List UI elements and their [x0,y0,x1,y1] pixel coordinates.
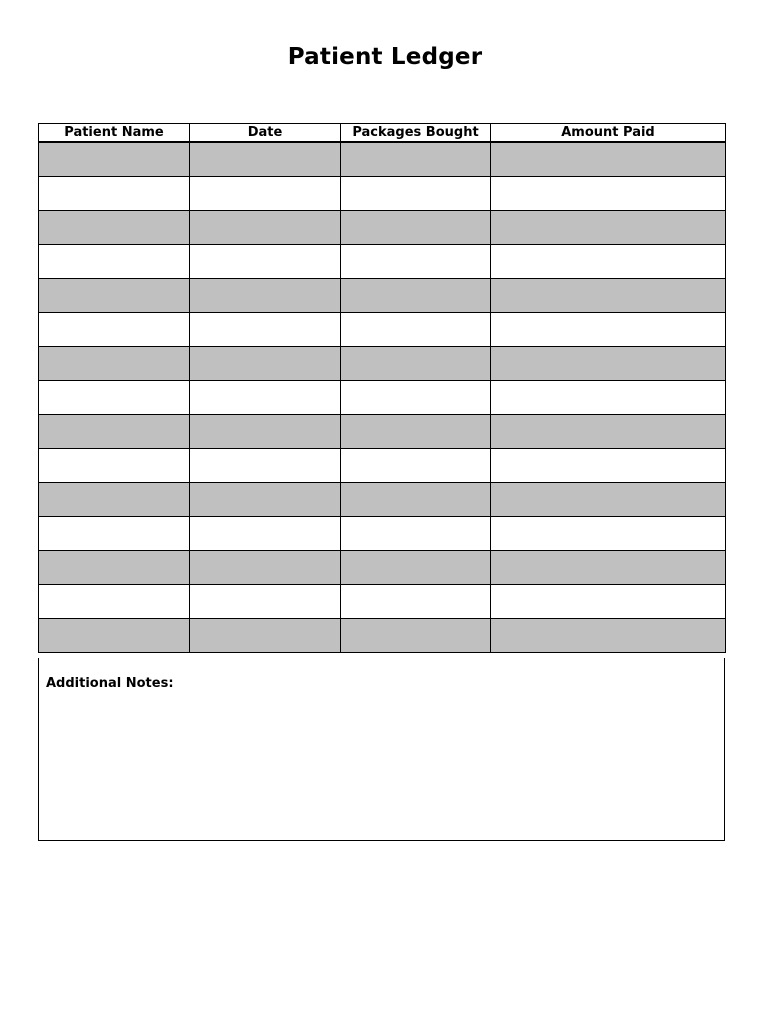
cell-date[interactable] [190,142,341,177]
additional-notes-label: Additional Notes: [46,676,174,691]
table-row [39,551,726,585]
cell-packages-bought[interactable] [341,313,491,347]
cell-packages-bought[interactable] [341,483,491,517]
cell-amount-paid[interactable] [491,585,726,619]
column-header-patient-name: Patient Name [39,124,190,143]
cell-packages-bought[interactable] [341,347,491,381]
cell-amount-paid[interactable] [491,177,726,211]
cell-packages-bought[interactable] [341,381,491,415]
cell-date[interactable] [190,177,341,211]
cell-packages-bought[interactable] [341,245,491,279]
cell-date[interactable] [190,449,341,483]
cell-date[interactable] [190,381,341,415]
cell-date[interactable] [190,619,341,653]
table-row [39,177,726,211]
table-row [39,585,726,619]
cell-patient-name[interactable] [39,551,190,585]
cell-date[interactable] [190,347,341,381]
ledger-body [39,142,726,653]
cell-date[interactable] [190,279,341,313]
cell-amount-paid[interactable] [491,279,726,313]
cell-date[interactable] [190,415,341,449]
table-row [39,347,726,381]
cell-date[interactable] [190,517,341,551]
cell-date[interactable] [190,313,341,347]
additional-notes-box[interactable] [38,658,725,841]
cell-packages-bought[interactable] [341,619,491,653]
column-header-amount-paid: Amount Paid [491,124,726,143]
cell-amount-paid[interactable] [491,347,726,381]
table-row [39,449,726,483]
cell-patient-name[interactable] [39,142,190,177]
cell-amount-paid[interactable] [491,483,726,517]
table-row [39,211,726,245]
cell-amount-paid[interactable] [491,551,726,585]
cell-patient-name[interactable] [39,381,190,415]
cell-patient-name[interactable] [39,619,190,653]
table-row [39,245,726,279]
table-row [39,279,726,313]
cell-amount-paid[interactable] [491,619,726,653]
cell-patient-name[interactable] [39,517,190,551]
table-row [39,619,726,653]
cell-packages-bought[interactable] [341,415,491,449]
cell-patient-name[interactable] [39,585,190,619]
cell-amount-paid[interactable] [491,415,726,449]
cell-date[interactable] [190,211,341,245]
cell-patient-name[interactable] [39,177,190,211]
column-header-date: Date [190,124,341,143]
cell-packages-bought[interactable] [341,142,491,177]
page-title: Patient Ledger [287,44,483,70]
cell-date[interactable] [190,585,341,619]
table-row [39,483,726,517]
cell-patient-name[interactable] [39,347,190,381]
cell-packages-bought[interactable] [341,449,491,483]
cell-date[interactable] [190,483,341,517]
table-row [39,142,726,177]
cell-packages-bought[interactable] [341,551,491,585]
cell-patient-name[interactable] [39,415,190,449]
cell-amount-paid[interactable] [491,313,726,347]
cell-patient-name[interactable] [39,279,190,313]
cell-packages-bought[interactable] [341,585,491,619]
cell-packages-bought[interactable] [341,211,491,245]
cell-packages-bought[interactable] [341,177,491,211]
cell-patient-name[interactable] [39,313,190,347]
table-row [39,381,726,415]
cell-packages-bought[interactable] [341,279,491,313]
cell-patient-name[interactable] [39,211,190,245]
cell-patient-name[interactable] [39,449,190,483]
cell-amount-paid[interactable] [491,517,726,551]
cell-amount-paid[interactable] [491,449,726,483]
ledger-table [38,123,726,653]
table-row [39,415,726,449]
cell-date[interactable] [190,551,341,585]
cell-packages-bought[interactable] [341,517,491,551]
cell-patient-name[interactable] [39,245,190,279]
column-header-packages-bought: Packages Bought [341,124,491,143]
cell-amount-paid[interactable] [491,245,726,279]
cell-patient-name[interactable] [39,483,190,517]
cell-amount-paid[interactable] [491,211,726,245]
header-row [39,124,726,143]
cell-amount-paid[interactable] [491,381,726,415]
table-row [39,517,726,551]
table-row [39,313,726,347]
cell-amount-paid[interactable] [491,142,726,177]
cell-date[interactable] [190,245,341,279]
